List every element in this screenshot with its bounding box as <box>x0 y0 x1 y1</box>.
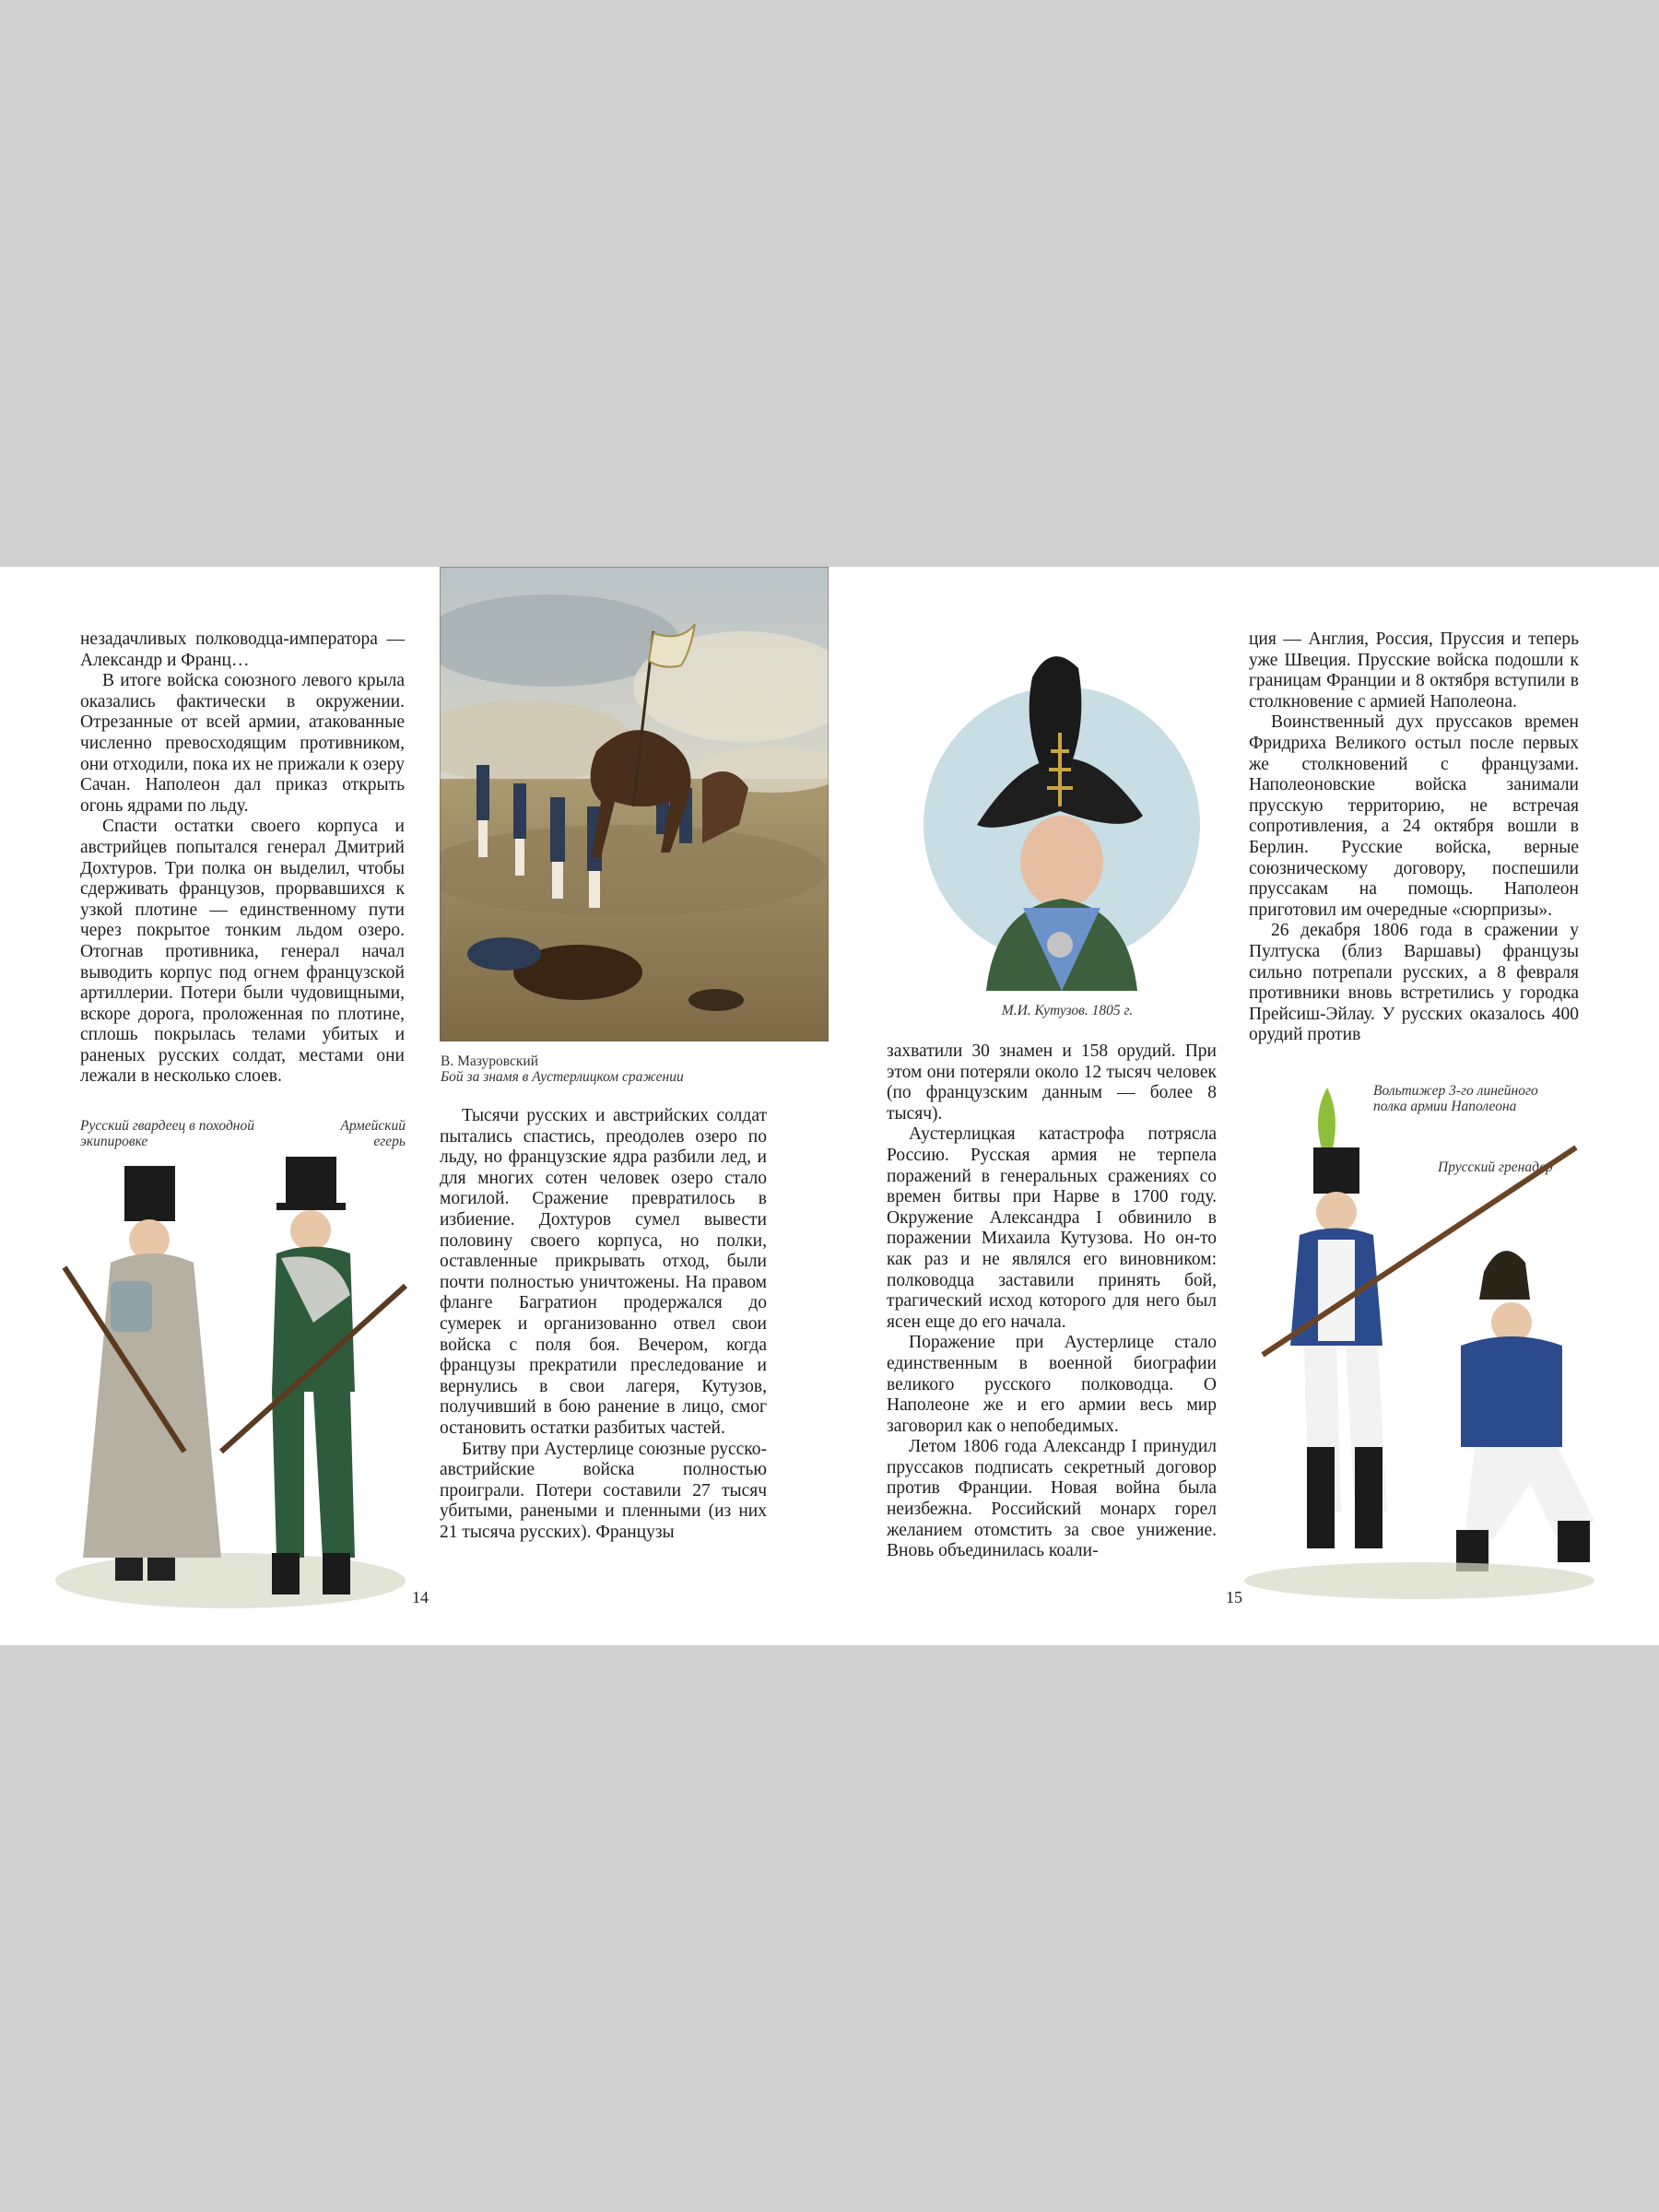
paragraph: Летом 1806 года Александр I принудил пруссаков подписать секретный договор против Франции. Новая война была неизбежна. Российский монарх горел желанием отомстить за свое унижение. Вновь объединилась коали- <box>887 1437 1217 1561</box>
paragraph: Аустерлицкая катастрофа потрясла Россию. Русская армия не терпела поражений в генеральных сражениях со времен битвы при Нарве в 1700 году. Окружение Александра I обвинило в поражении Михаила Кутузова. Но он-то как раз и не являлся его виновником: полководца заставили принять бой, трагический исход которого для него был ясен еще до его начала. <box>887 1124 1217 1332</box>
painting-author: В. Мазуровский <box>441 1053 539 1069</box>
paragraph: Воинственный дух пруссаков времен Фридриха Великого остыл после первых же столкновений с французами. Наполеоновские войска занимали прусскую территорию, не встречая сопротивления, а 24 октября вошли в Берлин. Русские войска, верные союзническому договору, поспешили пруссакам на помощь. Наполеон приготовил им очередные «сюрпризы». <box>1249 712 1579 920</box>
book-spread <box>0 567 1659 1645</box>
page-number-left: 14 <box>412 1588 429 1606</box>
paragraph: Поражение при Аустерлице стало единственным в военной биографии великого русского полководца. О Наполеоне же и его армии весь мир заговорил как о непобедимых. <box>887 1333 1217 1436</box>
kutuzov-portrait <box>922 641 1203 991</box>
page-number-right: 15 <box>1226 1588 1242 1606</box>
portrait-caption: М.И. Кутузов. 1805 г. <box>1001 1003 1134 1018</box>
grenadier-caption: Прусский гренадер <box>1438 1159 1553 1175</box>
painting-caption <box>441 1053 809 1085</box>
jager-caption: Армейский егерь <box>340 1118 406 1149</box>
voltigeur-caption: Вольтижер 3-го линейного полка армии Наполеона <box>1373 1083 1538 1114</box>
paragraph: незадачливых полководца-императора — Александр и Франц… <box>80 629 405 670</box>
right-page-column-1 <box>887 1041 1217 1562</box>
painting-title: Бой за знамя в Аустерлицком сражении <box>441 1069 684 1085</box>
paragraph: В итоге войска союзного левого крыла оказались фактически в окружении. Отрезанные от всей армии, атакованные численно превосходящим противником, они отходили, пока их не прижали к озеру Сачан. Наполеон дал приказ открыть огонь ядрами по льду. <box>80 671 405 816</box>
paragraph: ция — Англия, Россия, Пруссия и теперь уже Швеция. Прусские войска подошли к границам Франции и 8 октября вступили в столкновение с армией Наполеона. <box>1249 629 1579 712</box>
paragraph: 26 декабря 1806 года в сражении у Пултуска (близ Варшавы) французы сильно потрепали русских, а 8 февраля противники вновь встретились у городка Прейсиш-Эйлау. У русских оказалось 400 орудий против <box>1249 921 1579 1045</box>
right-page-column-2 <box>1249 629 1579 1046</box>
paragraph: захватили 30 знамен и 158 орудий. При этом они потеряли около 12 тысяч человек (по французским данным — более 8 тысяч). <box>887 1041 1217 1124</box>
soldiers-illustration-left <box>46 1147 424 1627</box>
paragraph: Битву при Аустерлице союзные русско-австрийские войска полностью проиграли. Потери составили 27 тысяч убитыми, ранеными и пленными (из них 21 тысяча русских). Французы <box>440 1439 767 1542</box>
soldiers-illustration-right <box>1235 1078 1604 1613</box>
battle-painting <box>440 567 829 1041</box>
paragraph: Тысячи русских и австрийских солдат пытались спастись, преодолев озеро по льду, но французские ядра разбили лед, и для многих сотен человек озеро стало могилой. Сражение превратилось в избиение. Дохтуров сумел вывести половину своего корпуса, но полки, оставленные прикрывать отход, были почти полностью уничтожены. На правом фланге Багратион продержался до сумерек и организованно отвел свои войска с поля боя. Вечером, когда французы прекратили преследование и вернулись в свои лагеря, Кутузов, получивший в бою ранение в лицо, смог остановить остатки разбитых частей. <box>440 1106 767 1438</box>
left-page-column-2 <box>440 1106 767 1543</box>
guardsman-caption: Русский гвардеец в походной экипировке <box>80 1118 254 1149</box>
paragraph: Спасти остатки своего корпуса и австрийцев попытался генерал Дмитрий Дохтуров. Три полка он выделил, чтобы сдерживать французов, прорвавшихся к узкой плотине — единственному пути через покрытое тонким льдом озеро. Отогнав противника, генерал начал выводить корпус под огнем французской артиллерии. Потери были чудовищными, вскоре дорога, проложенная по плотине, сплошь покрылась телами убитых и раненых русских солдат, местами они лежали в несколько слоев. <box>80 817 405 1087</box>
left-page-column-1 <box>80 629 405 1088</box>
